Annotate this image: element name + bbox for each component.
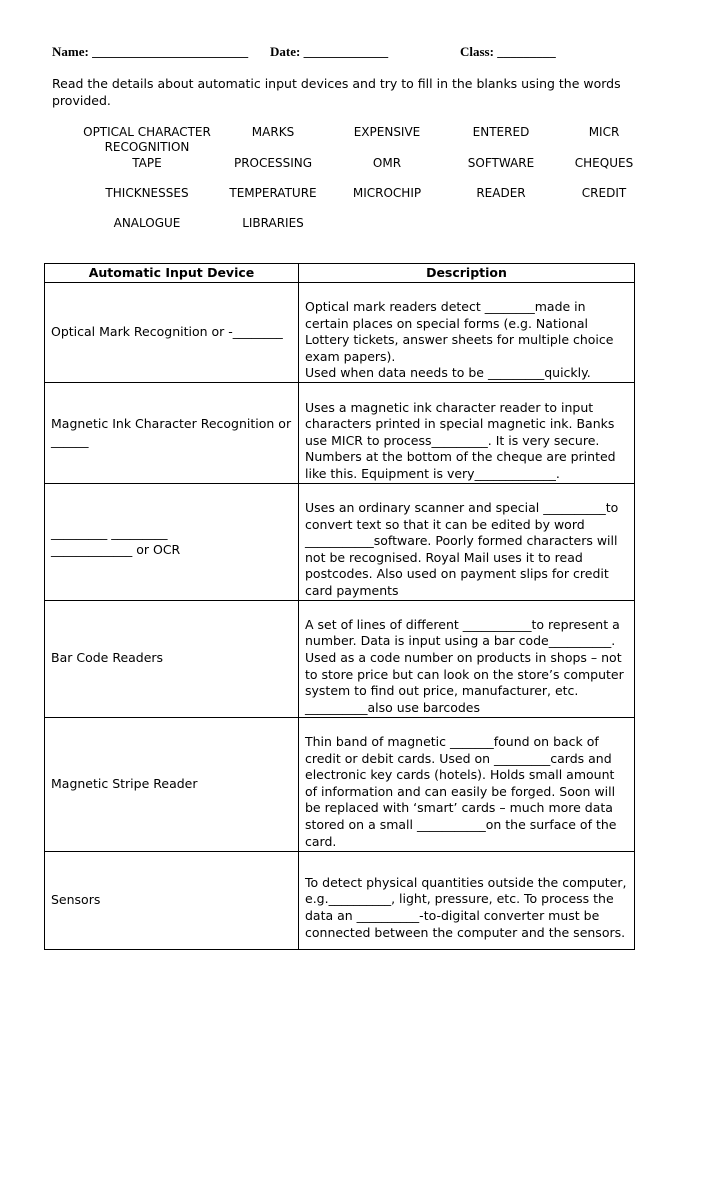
word-bank-item: CREDIT — [581, 186, 627, 200]
word-bank-item: THICKNESSES — [105, 186, 189, 200]
word-bank-item: TAPE — [132, 156, 162, 170]
table-row — [45, 600, 635, 717]
class-field: Class: _________ — [460, 44, 556, 59]
name-field: Name: ________________________ — [52, 44, 249, 59]
device-name: Sensors — [45, 851, 299, 949]
device-name: Optical Mark Recognition or -________ — [45, 283, 299, 383]
word-bank-item: OPTICAL CHARACTER RECOGNITION — [83, 125, 211, 154]
word-bank-item: ENTERED — [472, 125, 530, 139]
device-name: Magnetic Ink Character Recognition or ______ — [45, 383, 299, 484]
word-bank-item: READER — [476, 186, 526, 200]
word-bank-item: EXPENSIVE — [353, 125, 421, 139]
device-name: Bar Code Readers — [45, 600, 299, 717]
table-row — [45, 851, 635, 949]
column-header-device: Automatic Input Device — [45, 264, 299, 283]
word-bank — [52, 125, 692, 245]
word-bank-item: MARKS — [251, 125, 295, 139]
word-bank-item: PROCESSING — [233, 156, 313, 170]
word-bank-item: MICR — [588, 125, 620, 139]
word-bank-item: ANALOGUE — [113, 216, 181, 230]
table-row — [45, 383, 635, 484]
device-name: _________ _________ _____________ or OCR — [45, 484, 299, 601]
device-description: Thin band of magnetic _______found on back of credit or debit cards. Used on _________cards and electronic key cards (hotels). Holds small amount of information and can easily be forged. Soon will be replaced with ‘smart’ cards – much more data stored on a small ___________on the surface of the card. — [299, 717, 635, 851]
date-field: Date: _____________ — [270, 44, 389, 59]
word-bank-item: CHEQUES — [574, 156, 634, 170]
table-row — [45, 717, 635, 851]
column-header-description: Description — [299, 264, 635, 283]
input-devices-table — [44, 263, 635, 950]
device-description: Optical mark readers detect ________made in certain places on special forms (e.g. National Lottery tickets, answer sheets for multiple choice exam papers). Used when data needs to be _________quickly. — [299, 283, 635, 383]
word-bank-item: LIBRARIES — [242, 216, 304, 230]
device-description: Uses a magnetic ink character reader to input characters printed in special magnetic ink. Banks use MICR to process_________. It is very secure. Numbers at the bottom of the cheque are printed like this. Equipment is very_____________. — [299, 383, 635, 484]
device-description: To detect physical quantities outside the computer, e.g.__________, light, pressure, etc. To process the data an __________-to-digital converter must be connected between the computer and the sensors. — [299, 851, 635, 949]
table-row — [45, 283, 635, 383]
device-name: Magnetic Stripe Reader — [45, 717, 299, 851]
device-description: Uses an ordinary scanner and special __________to convert text so that it can be edited by word ___________software. Poorly formed characters will not be recognised. Royal Mail uses it to read postcodes. Also used on payment slips for credit card payments — [299, 484, 635, 601]
table-row — [45, 484, 635, 601]
word-bank-item: SOFTWARE — [467, 156, 535, 170]
word-bank-item: TEMPERATURE — [229, 186, 317, 200]
word-bank-item: OMR — [372, 156, 402, 170]
table-header-row — [45, 264, 635, 283]
instructions-text: Read the details about automatic input devices and try to fill in the blanks using the words provided. — [52, 76, 621, 108]
device-description: A set of lines of different ___________to represent a number. Data is input using a bar code__________. Used as a code number on products in shops – not to store price but can look on the store’s computer system to find out price, manufacturer, etc. __________also use barcodes — [299, 600, 635, 717]
word-bank-item: MICROCHIP — [352, 186, 422, 200]
